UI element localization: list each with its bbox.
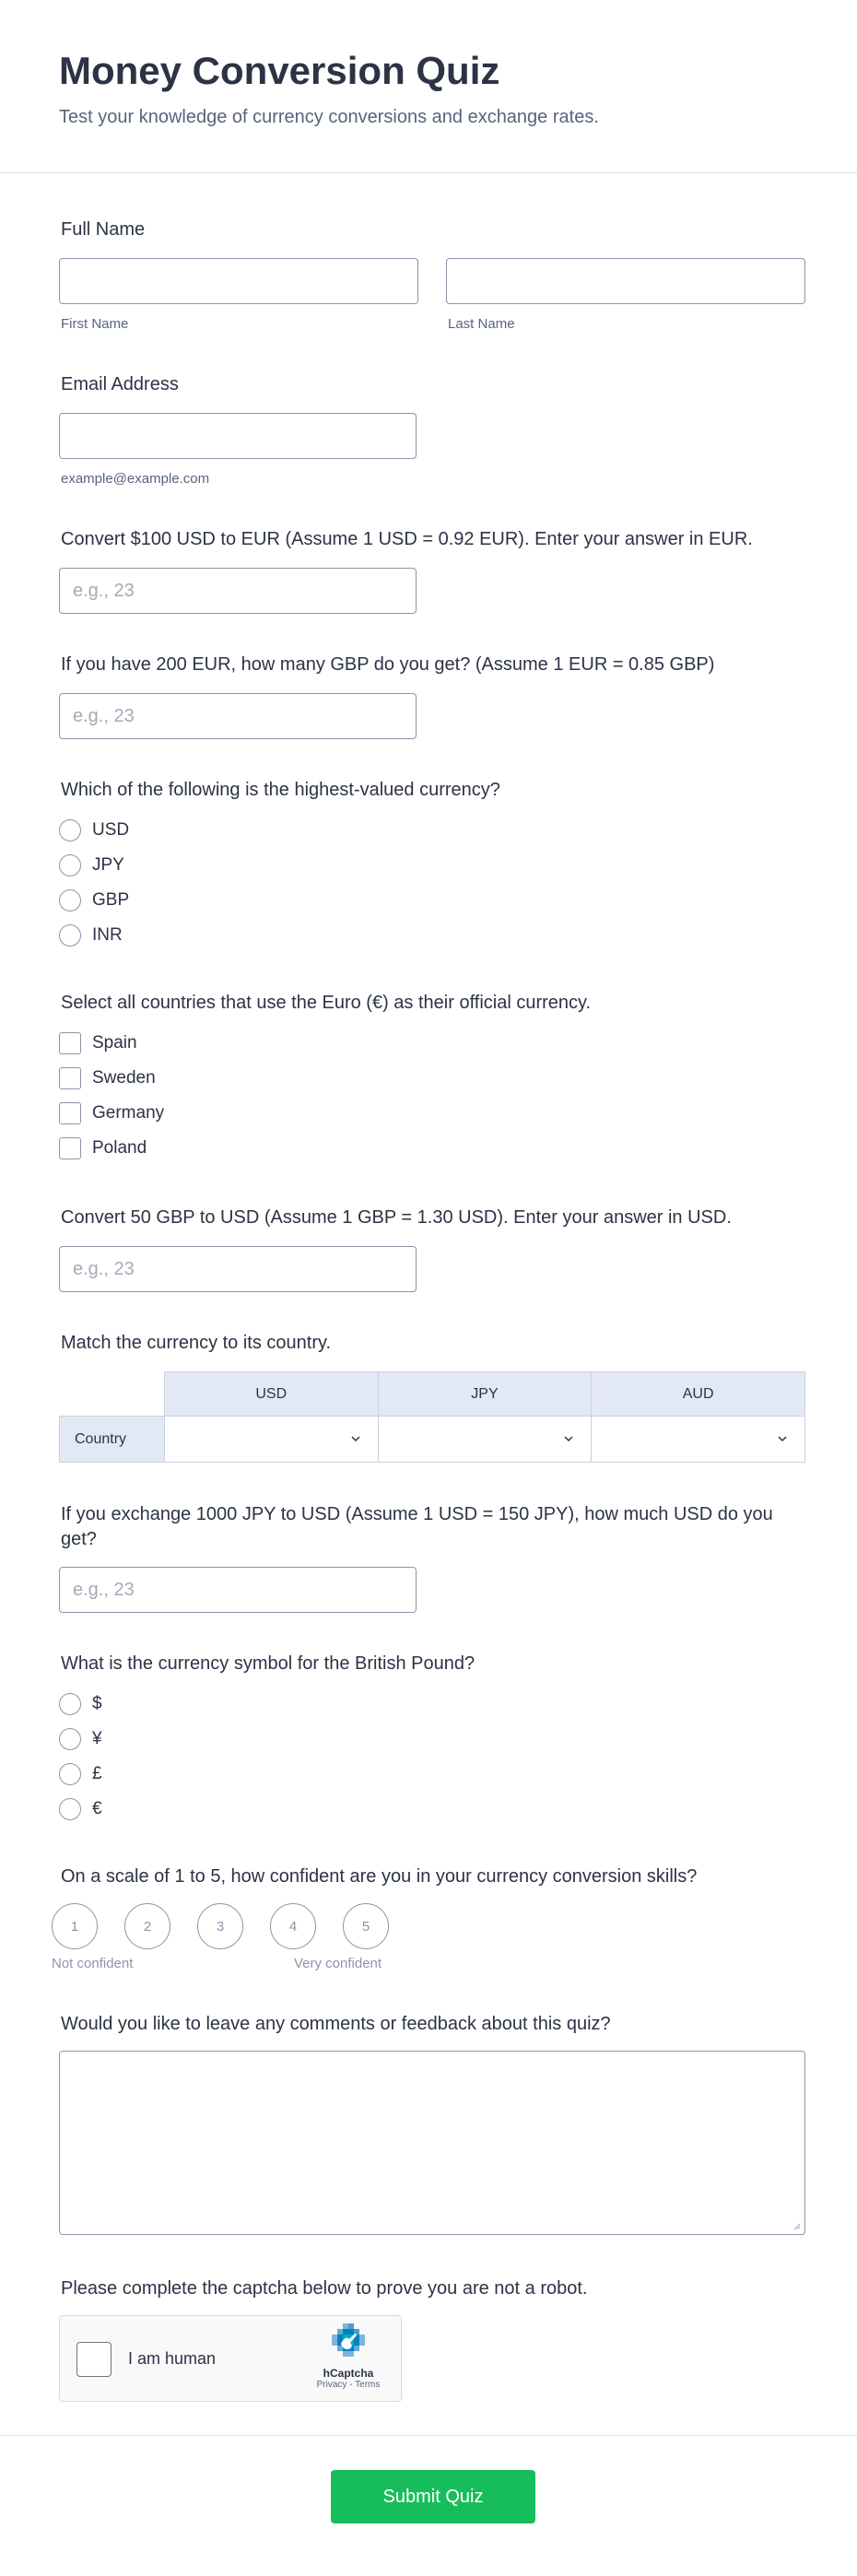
question-label: Select all countries that use the Euro (€) as their official currency. xyxy=(61,993,592,1013)
checkbox-group xyxy=(59,1026,164,1166)
matrix-dropdown[interactable] xyxy=(164,1417,378,1463)
question-euro-countries xyxy=(59,991,805,1158)
chevron-down-icon xyxy=(561,1431,576,1446)
checkbox-option[interactable] xyxy=(59,1026,164,1061)
question-label: If you exchange 1000 JPY to USD (Assume 1 USD = 150 JPY), how much USD do you get? xyxy=(61,1504,773,1549)
question-label: Match the currency to its country. xyxy=(61,1333,332,1353)
question-label: Convert 50 GBP to USD (Assume 1 GBP = 1.30 USD). Enter your answer in USD. xyxy=(61,1207,732,1228)
scale-option-2[interactable]: 2 xyxy=(124,1903,170,1949)
radio-button[interactable] xyxy=(59,924,81,947)
question-label: Which of the following is the highest-valued currency? xyxy=(61,780,500,800)
question-label: Would you like to leave any comments or feedback about this quiz? xyxy=(61,2014,611,2034)
radio-option[interactable] xyxy=(59,848,129,883)
radio-group xyxy=(59,1687,102,1827)
radio-button[interactable] xyxy=(59,1763,81,1785)
page-title: Money Conversion Quiz xyxy=(59,49,500,92)
radio-option[interactable] xyxy=(59,918,129,953)
captcha-links[interactable]: Privacy - Terms xyxy=(316,2380,381,2390)
chevron-down-icon xyxy=(348,1431,363,1446)
checkbox[interactable] xyxy=(59,1137,81,1159)
email-sublabel: example@example.com xyxy=(61,471,210,487)
radio-button[interactable] xyxy=(59,819,81,841)
checkbox[interactable] xyxy=(59,1102,81,1124)
matrix-column-header: USD xyxy=(164,1372,378,1417)
option-label: JPY xyxy=(92,855,124,875)
captcha-field xyxy=(59,2276,805,2390)
full-name-field xyxy=(59,218,805,332)
answer-input[interactable] xyxy=(59,568,417,614)
radio-button[interactable] xyxy=(59,854,81,876)
captcha-widget xyxy=(59,2315,402,2402)
question-gbp-usd xyxy=(59,1206,805,1230)
checkbox-option[interactable] xyxy=(59,1061,164,1096)
email-label: Email Address xyxy=(61,374,179,394)
radio-option[interactable] xyxy=(59,1757,102,1792)
comments-textarea[interactable] xyxy=(59,2051,805,2235)
captcha-brand-name: hCaptcha xyxy=(323,2367,374,2380)
question-jpy-usd xyxy=(59,1502,805,1552)
question-confidence-scale xyxy=(59,1864,805,1889)
email-input[interactable] xyxy=(59,413,417,459)
scale-option-3[interactable]: 3 xyxy=(197,1903,243,1949)
question-usd-eur xyxy=(59,527,805,552)
option-label: $ xyxy=(92,1694,102,1713)
option-label: Germany xyxy=(92,1103,165,1123)
option-label: ¥ xyxy=(92,1729,102,1748)
captcha-label: Please complete the captcha below to prove you are not a robot. xyxy=(61,2278,588,2299)
option-label: GBP xyxy=(92,890,130,910)
radio-button[interactable] xyxy=(59,1798,81,1820)
submit-button[interactable]: Submit Quiz xyxy=(331,2470,535,2523)
question-label: What is the currency symbol for the British Pound? xyxy=(61,1653,475,1674)
captcha-brand xyxy=(307,2323,390,2391)
option-label: £ xyxy=(92,1764,102,1783)
form-footer xyxy=(0,2435,857,2576)
radio-button[interactable] xyxy=(59,1728,81,1750)
scale-min-label: Not confident xyxy=(52,1956,134,1971)
email-field xyxy=(59,372,805,487)
option-label: Poland xyxy=(92,1138,147,1158)
checkbox-option[interactable] xyxy=(59,1131,164,1166)
radio-option[interactable] xyxy=(59,1722,102,1757)
matrix-dropdown[interactable] xyxy=(378,1417,592,1463)
question-pound-symbol xyxy=(59,1652,805,1818)
last-name-input[interactable] xyxy=(446,258,805,304)
matrix-row-header: Country xyxy=(60,1417,165,1463)
first-name-sublabel: First Name xyxy=(61,316,129,332)
chevron-down-icon xyxy=(775,1431,790,1446)
hcaptcha-logo-icon xyxy=(330,2323,367,2360)
radio-button[interactable] xyxy=(59,1693,81,1715)
last-name-sublabel: Last Name xyxy=(448,316,515,332)
captcha-checkbox[interactable] xyxy=(76,2342,112,2377)
question-label: If you have 200 EUR, how many GBP do you get? (Assume 1 EUR = 0.85 GBP) xyxy=(61,654,715,675)
answer-input[interactable] xyxy=(59,693,417,739)
matrix-dropdown[interactable] xyxy=(592,1417,805,1463)
form-header xyxy=(0,0,857,173)
option-label: Sweden xyxy=(92,1068,156,1088)
radio-option[interactable] xyxy=(59,1687,102,1722)
radio-button[interactable] xyxy=(59,889,81,912)
option-label: Spain xyxy=(92,1033,137,1053)
full-name-label: Full Name xyxy=(61,219,146,240)
checkbox-option[interactable] xyxy=(59,1096,164,1131)
question-comments xyxy=(59,2012,805,2037)
scale-option-1[interactable]: 1 xyxy=(52,1903,98,1949)
matrix-column-header: JPY xyxy=(378,1372,592,1417)
resize-handle-icon[interactable] xyxy=(792,2221,801,2230)
radio-option[interactable] xyxy=(59,813,129,848)
page-subtitle: Test your knowledge of currency conversions and exchange rates. xyxy=(59,107,599,127)
question-currency-matrix xyxy=(59,1331,805,1447)
scale-option-5[interactable]: 5 xyxy=(343,1903,389,1949)
answer-input[interactable] xyxy=(59,1246,417,1292)
option-label: € xyxy=(92,1799,102,1818)
captcha-text: I am human xyxy=(128,2349,217,2368)
checkbox[interactable] xyxy=(59,1032,81,1054)
question-highest-currency xyxy=(59,778,805,945)
matrix-column-header: AUD xyxy=(592,1372,805,1417)
checkbox[interactable] xyxy=(59,1067,81,1089)
question-eur-gbp xyxy=(59,653,805,677)
option-label: USD xyxy=(92,820,130,840)
answer-input[interactable] xyxy=(59,1567,417,1613)
scale-max-label: Very confident xyxy=(294,1956,382,1971)
matrix-corner xyxy=(60,1372,165,1417)
option-label: INR xyxy=(92,925,123,945)
scale-option-4[interactable]: 4 xyxy=(270,1903,316,1949)
first-name-input[interactable] xyxy=(59,258,418,304)
question-label: On a scale of 1 to 5, how confident are you in your currency conversion skills? xyxy=(61,1866,698,1887)
matrix-table xyxy=(59,1371,805,1463)
radio-group xyxy=(59,813,129,953)
question-label: Convert $100 USD to EUR (Assume 1 USD = 0.92 EUR). Enter your answer in EUR. xyxy=(61,529,753,549)
radio-option[interactable] xyxy=(59,1792,102,1827)
radio-option[interactable] xyxy=(59,883,129,918)
